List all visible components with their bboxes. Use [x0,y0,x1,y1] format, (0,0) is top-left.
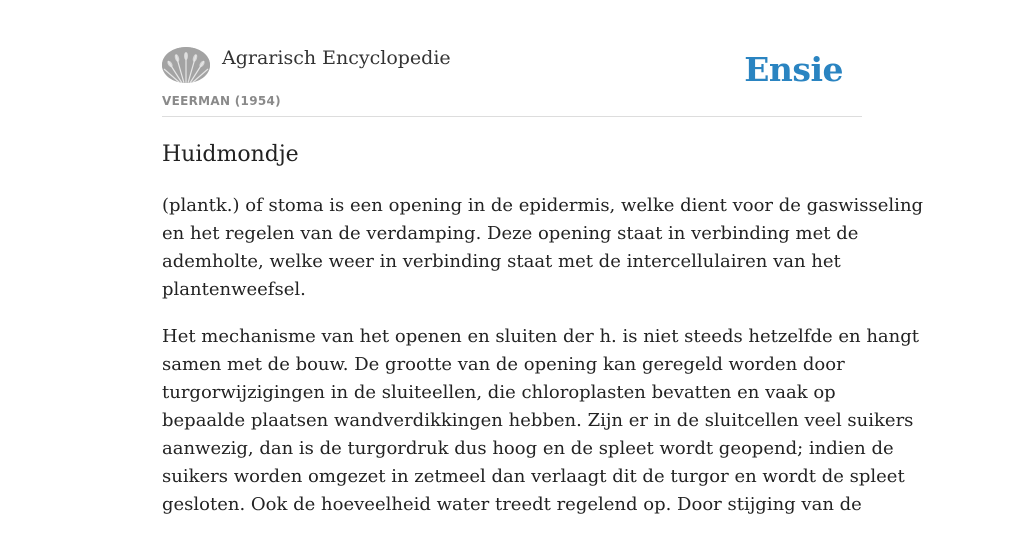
paragraph [162,323,919,519]
publication-subtitle: VEERMAN (1954) [162,94,281,108]
text-line: ademholte, welke weer in verbinding staat met de intercellulairen van het [162,251,841,272]
text-line: Het mechanisme van het openen en sluiten der h. is niet steeds hetzelfde en hangt [162,326,919,347]
page [162,0,924,515]
publication-title[interactable]: Agrarisch Encyclopedie [222,47,451,69]
entry-title: Huidmondje [162,142,299,167]
text-line: en het regelen van de verdamping. Deze opening staat in verbinding met de [162,223,859,244]
text-line: turgorwijzigingen in de sluiteellen, die chloroplasten bevatten en vaak op [162,382,836,403]
text-line: plantenweefsel. [162,279,306,300]
publication-header [162,0,862,117]
text-line: samen met de bouw. De grootte van de opening kan geregeld worden door [162,354,845,375]
entry-body [162,192,924,538]
text-line: aanwezig, dan is de turgordruk dus hoog en de spleet wordt geopend; indien de [162,438,894,459]
text-line: suikers worden omgezet in zetmeel dan verlaagt dit de turgor en wordt de spleet [162,466,905,487]
text-line: gesloten. Ook de hoeveelheid water treedt regelend op. Door stijging van de [162,494,862,515]
text-line: (plantk.) of stoma is een opening in de epidermis, welke dient voor de gaswisseling [162,195,924,216]
text-line: bepaalde plaatsen wandverdikkingen hebben. Zijn er in de sluitcellen veel suikers [162,410,914,431]
paragraph [162,192,924,304]
ensie-logo-link[interactable]: Ensie [744,50,843,89]
wheat-image-icon[interactable] [162,47,210,83]
